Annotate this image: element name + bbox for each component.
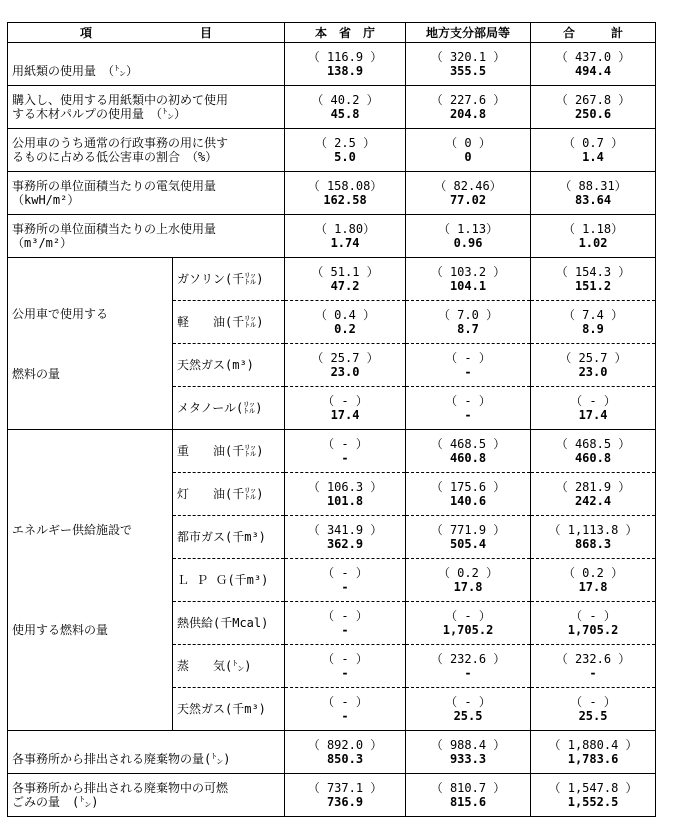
- prev-year-value: （ - ）: [285, 688, 406, 710]
- current-year-value: -: [285, 709, 406, 731]
- current-year-value: 1.74: [285, 236, 406, 258]
- current-year-value: 850.3: [285, 752, 406, 774]
- waste-1-cur-row: [8, 795, 656, 817]
- prev-year-value: （ 40.2 ）: [285, 86, 406, 108]
- current-year-value: 5.0: [285, 150, 406, 172]
- prev-year-value: （ 232.6 ）: [531, 645, 656, 667]
- prev-year-value: （ 0.4 ）: [285, 301, 406, 323]
- waste-0-label-top: [8, 731, 285, 753]
- fuel-type-label: 都市ガス(千m³): [173, 516, 285, 559]
- prev-year-value: （ - ）: [406, 387, 531, 409]
- fuel-type-label: ガソリン(千㍑): [173, 258, 285, 301]
- current-year-value: 162.58: [285, 193, 406, 215]
- prev-year-value: （ 88.31）: [531, 172, 656, 194]
- metric-2-prev-row: [8, 129, 656, 151]
- prev-year-value: （ - ）: [531, 688, 656, 710]
- prev-year-value: （ 25.7 ）: [531, 344, 656, 366]
- metric-3-prev-row: [8, 172, 656, 194]
- fuel-type-label: 天然ガス(千m³): [173, 688, 285, 731]
- prev-year-value: （ 116.9 ）: [285, 43, 406, 65]
- current-year-value: 494.4: [531, 64, 656, 86]
- prev-year-value: （ 468.5 ）: [406, 430, 531, 452]
- current-year-value: 23.0: [285, 365, 406, 387]
- current-year-value: 460.8: [531, 451, 656, 473]
- metric-3-label-top: 事務所の単位面積当たりの電気使用量: [8, 172, 285, 194]
- current-year-value: 8.7: [406, 322, 531, 344]
- current-year-value: 0.96: [406, 236, 531, 258]
- current-year-value: 933.3: [406, 752, 531, 774]
- current-year-value: 460.8: [406, 451, 531, 473]
- current-year-value: 355.5: [406, 64, 531, 86]
- current-year-value: -: [285, 580, 406, 602]
- statistics-table: [7, 22, 656, 817]
- prev-year-value: （ 988.4 ）: [406, 731, 531, 753]
- prev-year-value: （ 7.4 ）: [531, 301, 656, 323]
- metric-2-cur-row: [8, 150, 656, 172]
- current-year-value: -: [285, 623, 406, 645]
- metric-1-label-bottom: する木材パルプの使用量 （㌧）: [8, 107, 285, 129]
- prev-year-value: （ 158.08）: [285, 172, 406, 194]
- fuel-type-label: 軽 油(千㍑): [173, 301, 285, 344]
- current-year-value: -: [285, 451, 406, 473]
- current-year-value: 1,552.5: [531, 795, 656, 817]
- prev-year-value: （ 341.9 ）: [285, 516, 406, 538]
- current-year-value: 83.64: [531, 193, 656, 215]
- current-year-value: 0.2: [285, 322, 406, 344]
- metric-1-cur-row: [8, 107, 656, 129]
- current-year-value: 17.8: [531, 580, 656, 602]
- metric-0-label-bottom: 用紙類の使用量 （㌧）: [8, 64, 285, 86]
- metric-3-cur-row: [8, 193, 656, 215]
- vehicle-fuel-label-line2: 燃料の量: [12, 366, 61, 381]
- data-table-sheet: [7, 22, 655, 812]
- metric-2-label-bottom: るものに占める低公害車の割合 （%）: [8, 150, 285, 172]
- current-year-value: 1,705.2: [406, 623, 531, 645]
- current-year-value: 45.8: [285, 107, 406, 129]
- prev-year-value: （ - ）: [406, 602, 531, 624]
- prev-year-value: （ 175.6 ）: [406, 473, 531, 495]
- prev-year-value: （ - ）: [285, 387, 406, 409]
- prev-year-value: （ - ）: [285, 602, 406, 624]
- prev-year-value: （ 103.2 ）: [406, 258, 531, 280]
- waste-0-label-bottom: 各事務所から排出される廃棄物の量(㌧): [8, 752, 285, 774]
- current-year-value: -: [406, 365, 531, 387]
- current-year-value: 250.6: [531, 107, 656, 129]
- prev-year-value: （ 0.7 ）: [531, 129, 656, 151]
- metric-4-prev-row: [8, 215, 656, 237]
- prev-year-value: （ 737.1 ）: [285, 774, 406, 796]
- metric-4-label-top: 事務所の単位面積当たりの上水使用量: [8, 215, 285, 237]
- prev-year-value: （ - ）: [406, 344, 531, 366]
- prev-year-value: （ 281.9 ）: [531, 473, 656, 495]
- fuel-type-label: 天然ガス(m³): [173, 344, 285, 387]
- current-year-value: 140.6: [406, 494, 531, 516]
- prev-year-value: （ 1.18）: [531, 215, 656, 237]
- waste-0-cur-row: [8, 752, 656, 774]
- current-year-value: 1,705.2: [531, 623, 656, 645]
- fuel-type-label: 灯 油(千㍑): [173, 473, 285, 516]
- prev-year-value: （ - ）: [531, 602, 656, 624]
- metric-4-label-bottom: （m³/m²）: [8, 236, 285, 258]
- prev-year-value: （ - ）: [406, 688, 531, 710]
- prev-year-value: （ 1.13）: [406, 215, 531, 237]
- prev-year-value: （ 82.46）: [406, 172, 531, 194]
- prev-year-value: （ 0.2 ）: [406, 559, 531, 581]
- prev-year-value: （ - ）: [285, 430, 406, 452]
- metric-0-prev-row: [8, 43, 656, 65]
- header-total: 合 計: [531, 23, 656, 43]
- current-year-value: -: [285, 666, 406, 688]
- prev-year-value: （ 2.5 ）: [285, 129, 406, 151]
- prev-year-value: （ 320.1 ）: [406, 43, 531, 65]
- waste-1-label-bottom: ごみの量 (㌧): [8, 795, 285, 817]
- header-main-office: 本 省 庁: [285, 23, 406, 43]
- current-year-value: 47.2: [285, 279, 406, 301]
- fuel-type-label: メタノール(㍑): [173, 387, 285, 430]
- fuel-type-label: 蒸 気(㌧): [173, 645, 285, 688]
- prev-year-value: （ 892.0 ）: [285, 731, 406, 753]
- prev-year-value: （ - ）: [285, 645, 406, 667]
- current-year-value: 868.3: [531, 537, 656, 559]
- table-body: [8, 43, 656, 817]
- current-year-value: -: [406, 666, 531, 688]
- header-row: [8, 23, 656, 43]
- current-year-value: 17.4: [285, 408, 406, 430]
- metric-3-label-bottom: （kwH/m²）: [8, 193, 285, 215]
- fuel-type-label: Ｌ Ｐ Ｇ(千m³): [173, 559, 285, 602]
- prev-year-value: （ 154.3 ）: [531, 258, 656, 280]
- prev-year-value: （ 7.0 ）: [406, 301, 531, 323]
- fuel-type-label: 重 油(千㍑): [173, 430, 285, 473]
- prev-year-value: （ - ）: [285, 559, 406, 581]
- current-year-value: 17.4: [531, 408, 656, 430]
- prev-year-value: （ 267.8 ）: [531, 86, 656, 108]
- current-year-value: 151.2: [531, 279, 656, 301]
- current-year-value: 0: [406, 150, 531, 172]
- prev-year-value: （ 771.9 ）: [406, 516, 531, 538]
- current-year-value: 17.8: [406, 580, 531, 602]
- current-year-value: 815.6: [406, 795, 531, 817]
- metric-4-cur-row: [8, 236, 656, 258]
- current-year-value: -: [406, 408, 531, 430]
- current-year-value: 77.02: [406, 193, 531, 215]
- header-regional-offices: 地方支分部局等: [406, 23, 531, 43]
- waste-1-prev-row: [8, 774, 656, 796]
- current-year-value: 8.9: [531, 322, 656, 344]
- prev-year-value: （ 227.6 ）: [406, 86, 531, 108]
- current-year-value: -: [531, 666, 656, 688]
- current-year-value: 242.4: [531, 494, 656, 516]
- metric-0-label-top: [8, 43, 285, 65]
- vehicle-fuel-prev-row: [8, 258, 656, 280]
- current-year-value: 25.5: [406, 709, 531, 731]
- prev-year-value: （ 810.7 ）: [406, 774, 531, 796]
- current-year-value: 23.0: [531, 365, 656, 387]
- energy-fuel-label: [8, 430, 173, 731]
- prev-year-value: （ 468.5 ）: [531, 430, 656, 452]
- prev-year-value: （ 51.1 ）: [285, 258, 406, 280]
- fuel-type-label: 熱供給(千Mcal): [173, 602, 285, 645]
- prev-year-value: （ 1,113.8 ）: [531, 516, 656, 538]
- vehicle-fuel-label: [8, 258, 173, 430]
- metric-1-label-top: 購入し、使用する用紙類中の初めて使用: [8, 86, 285, 108]
- current-year-value: 104.1: [406, 279, 531, 301]
- metric-2-label-top: 公用車のうち通常の行政事務の用に供す: [8, 129, 285, 151]
- prev-year-value: （ 25.7 ）: [285, 344, 406, 366]
- energy-fuel-prev-row: [8, 430, 656, 452]
- waste-1-label-top: 各事務所から排出される廃棄物中の可燃: [8, 774, 285, 796]
- prev-year-value: （ 106.3 ）: [285, 473, 406, 495]
- prev-year-value: （ 0.2 ）: [531, 559, 656, 581]
- vehicle-fuel-label-line1: 公用車で使用する: [12, 306, 109, 321]
- current-year-value: 505.4: [406, 537, 531, 559]
- current-year-value: 138.9: [285, 64, 406, 86]
- prev-year-value: （ 437.0 ）: [531, 43, 656, 65]
- metric-1-prev-row: [8, 86, 656, 108]
- current-year-value: 1.4: [531, 150, 656, 172]
- prev-year-value: （ 0 ）: [406, 129, 531, 151]
- header-item: 項 目: [8, 23, 285, 43]
- current-year-value: 362.9: [285, 537, 406, 559]
- current-year-value: 204.8: [406, 107, 531, 129]
- metric-0-cur-row: [8, 64, 656, 86]
- waste-0-prev-row: [8, 731, 656, 753]
- current-year-value: 736.9: [285, 795, 406, 817]
- prev-year-value: （ 232.6 ）: [406, 645, 531, 667]
- current-year-value: 1,783.6: [531, 752, 656, 774]
- energy-fuel-label-line2: 使用する燃料の量: [12, 623, 109, 637]
- energy-fuel-label-line1: エネルギー供給施設で: [12, 523, 133, 537]
- current-year-value: 101.8: [285, 494, 406, 516]
- current-year-value: 1.02: [531, 236, 656, 258]
- prev-year-value: （ 1.80）: [285, 215, 406, 237]
- prev-year-value: （ 1,547.8 ）: [531, 774, 656, 796]
- prev-year-value: （ 1,880.4 ）: [531, 731, 656, 753]
- current-year-value: 25.5: [531, 709, 656, 731]
- prev-year-value: （ - ）: [531, 387, 656, 409]
